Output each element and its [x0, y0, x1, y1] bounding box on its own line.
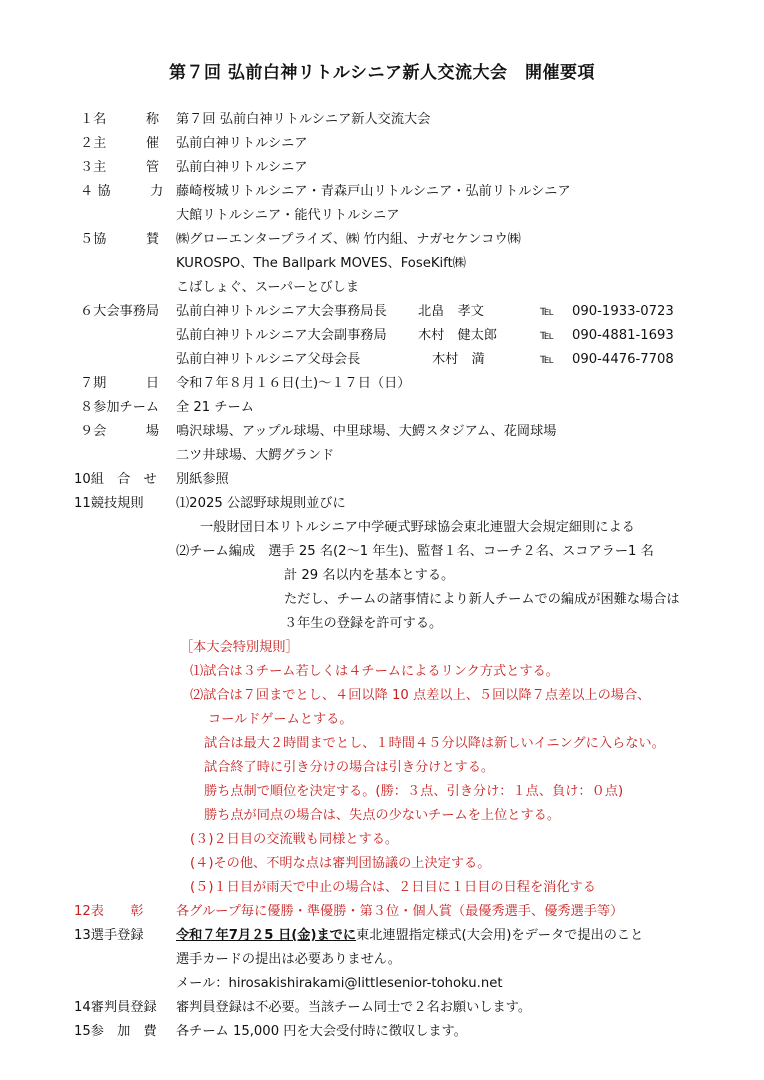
- office-person: 北畠 孝文: [418, 304, 484, 319]
- draw-label: 10組 合 せ: [74, 472, 157, 487]
- venue-label: ９会 場: [80, 424, 160, 439]
- venue-value-2: 二ツ井球場、大鰐グランド: [176, 448, 335, 463]
- tel-label: ℡: [540, 328, 555, 343]
- page-title: 第７回 弘前白神リトルシニア新人交流大会 開催要項: [169, 63, 595, 83]
- special-rule: 勝ち点が同点の場合は、失点の少ないチームを上位とする。: [204, 808, 561, 823]
- office-role: 弘前白神リトルシニア大会事務局長: [176, 304, 387, 319]
- office-person: 木村 健太郎: [418, 328, 498, 343]
- registration-note: 選手カードの提出は必要ありません。: [176, 952, 401, 967]
- office-person: 木村 満: [432, 352, 485, 367]
- umpire-value: 審判員登録は不必要。当該チーム同士で２名お願いします。: [176, 1000, 532, 1015]
- special-rules-header: ［本大会特別規則］: [180, 640, 299, 655]
- period-label: ７期 日: [80, 376, 160, 391]
- host-value: 弘前白神リトルシニア: [176, 136, 308, 151]
- sponsor-value-1: ㈱グローエンタープライズ、㈱ 竹内組、ナガセケンコウ㈱: [176, 232, 521, 247]
- tel-label: ℡: [540, 304, 555, 319]
- sponsor-value-2: KUROSPO、The Ballpark MOVES、FoseKift㈱: [176, 256, 466, 271]
- registration-value: [176, 926, 643, 946]
- registration-label: 13選手登録: [74, 928, 144, 943]
- office-role: 弘前白神リトルシニア大会副事務局: [176, 328, 387, 343]
- award-label: 12表 彰: [74, 904, 144, 919]
- draw-value: 別紙参照: [176, 472, 229, 487]
- host-label: ２主 催: [80, 136, 160, 151]
- award-value: 各グループ毎に優勝・準優勝・第３位・個人賞（最優秀選手、優秀選手等）: [176, 904, 624, 919]
- cooperation-label: ４ 協 力: [80, 184, 164, 199]
- rules-item-1: ⑴2025 公認野球規則並びに: [176, 496, 346, 511]
- registration-instruction: 東北連盟指定様式(大会用)をデータで提出のこと: [356, 928, 644, 943]
- venue-value-1: 鳴沢球場、アップル球場、中里球場、大鰐スタジアム、花岡球場: [176, 424, 557, 439]
- rules-label: 11競技規則: [74, 496, 144, 511]
- organizer-value: 弘前白神リトルシニア: [176, 160, 308, 175]
- rules-item-2-detail: 計 29 名以内を基本とする。: [284, 568, 455, 583]
- special-rule: (４)その他、不明な点は審判団協議の上決定する。: [190, 856, 491, 871]
- special-rule: 試合終了時に引き分けの場合は引き分けとする。: [204, 760, 495, 775]
- special-rule: 勝ち点制で順位を決定する。(勝：３点、引き分け：１点、負け：０点): [204, 784, 624, 799]
- tel-label: ℡: [540, 352, 555, 367]
- fee-label: 15参 加 費: [74, 1024, 157, 1039]
- rules-item-2-detail: ただし、チームの諸事情により新人チームでの編成が困難な場合は: [284, 592, 680, 607]
- organizer-label: ３主 管: [80, 160, 160, 175]
- rules-item-2-detail: ３年生の登録を許可する。: [284, 616, 443, 631]
- phone-number: 090-4881-1693: [572, 328, 674, 343]
- office-role: 弘前白神リトルシニア父母会長: [176, 352, 361, 367]
- office-label: ６大会事務局: [80, 304, 160, 319]
- teams-label: ８参加チーム: [80, 400, 160, 415]
- special-rule: ⑵試合は７回までとし、４回以降 10 点差以上、５回以降７点差以上の場合、: [190, 688, 651, 703]
- sponsor-label: ５協 賛: [80, 232, 160, 247]
- cooperation-value-1: 藤崎桜城リトルシニア・青森戸山リトルシニア・弘前リトルシニア: [176, 184, 571, 199]
- special-rule: (３)２日目の交流戦も同様とする。: [190, 832, 399, 847]
- teams-value: 全 21 チーム: [176, 400, 254, 415]
- registration-deadline: 令和７年7月２5 日(金)までに: [176, 928, 357, 943]
- rules-item-2: ⑵チーム編成 選手 25 名(2～1 年生)、監督１名、コーチ２名、スコアラー1 名: [176, 544, 654, 559]
- special-rule: 試合は最大２時間までとし、１時間４５分以降は新しいイニングに入らない。: [204, 736, 665, 751]
- special-rule: ⑴試合は３チーム若しくは４チームによるリンク方式とする。: [190, 664, 559, 679]
- umpire-label: 14審判員登録: [74, 1000, 157, 1015]
- fee-value: 各チーム 15,000 円を大会受付時に徴収します。: [176, 1024, 467, 1039]
- sponsor-value-3: こばしょぐ、スーパーとびしま: [176, 280, 360, 295]
- rules-item-1-detail: 一般財団日本リトルシニア中学硬式野球協会東北連盟大会規定細則による: [200, 520, 635, 535]
- cooperation-value-2: 大館リトルシニア・能代リトルシニア: [176, 208, 400, 223]
- special-rule: (５)１日目が雨天で中止の場合は、２日目に１日目の日程を消化する: [190, 880, 596, 895]
- name-value: 第７回 弘前白神リトルシニア新人交流大会: [176, 112, 431, 127]
- phone-number: 090-4476-7708: [572, 352, 674, 367]
- name-label: １名 称: [80, 112, 160, 127]
- period-value: 令和７年８月１６日(土)～１７日（日）: [176, 376, 411, 391]
- special-rule: コールドゲームとする。: [208, 712, 353, 727]
- registration-email: メール：hirosakishirakami@littlesenior-tohoku.net: [176, 976, 503, 991]
- phone-number: 090-1933-0723: [572, 304, 674, 319]
